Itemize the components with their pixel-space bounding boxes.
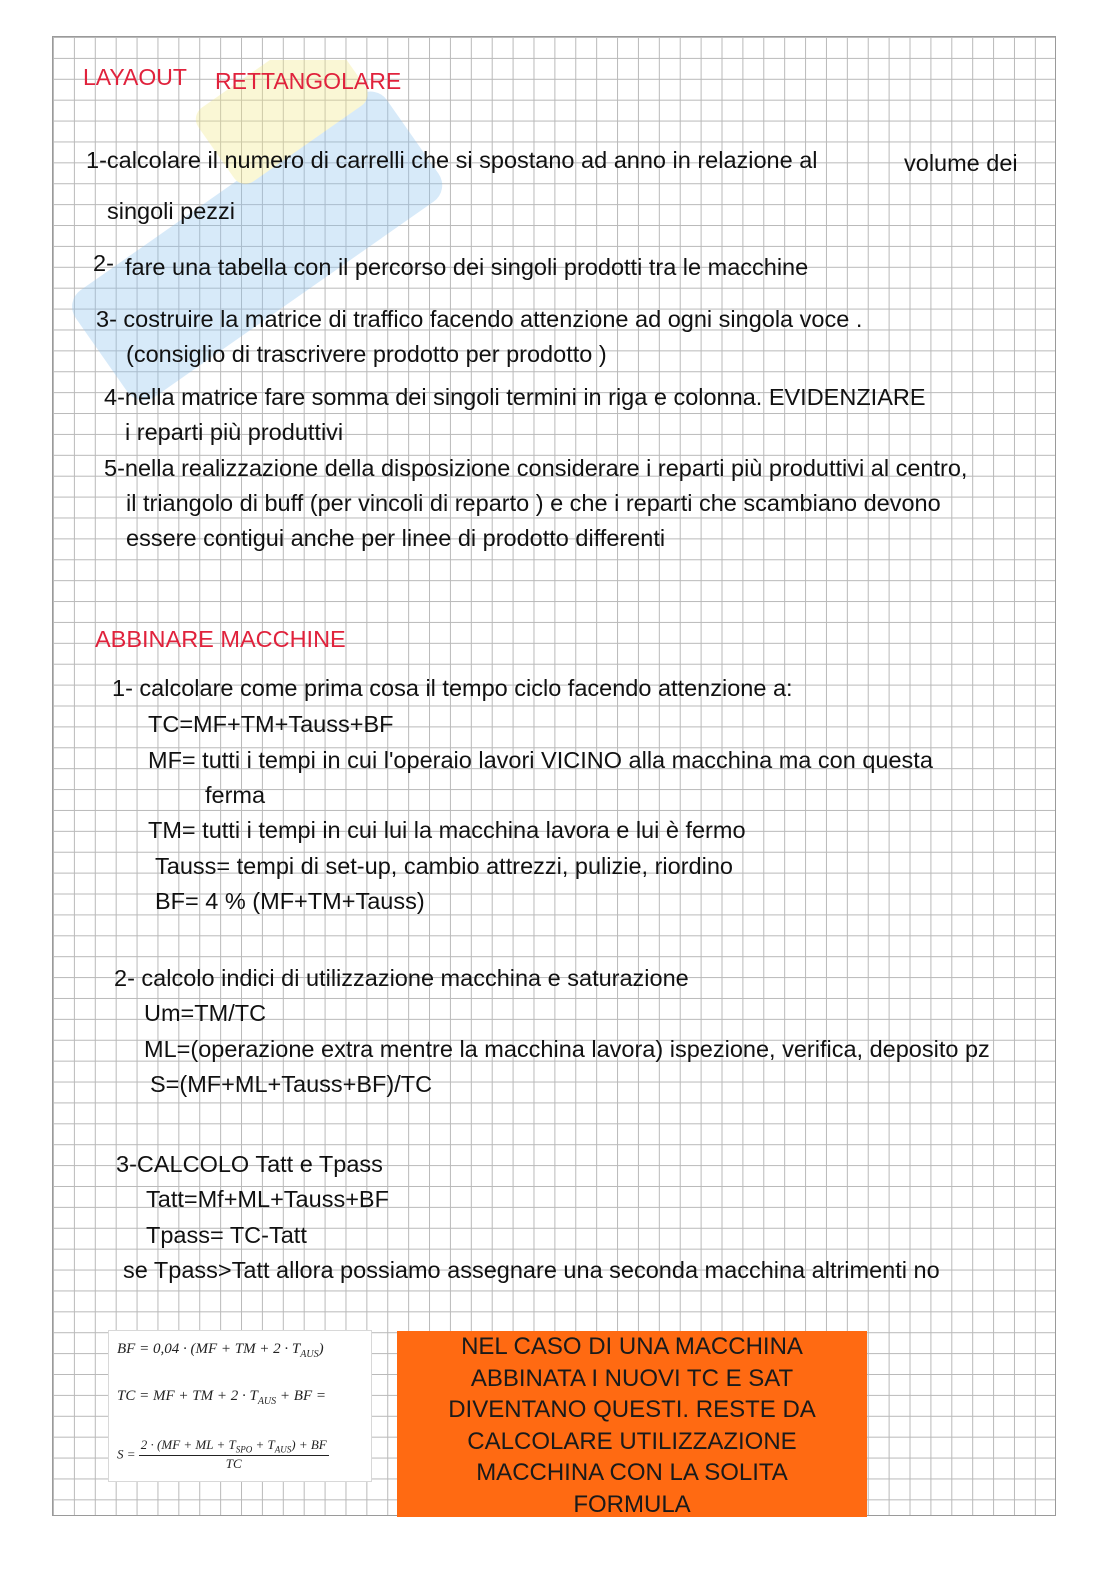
formula-s: S = $\frac{2 \cdot (MF + ML + T_{SPO} + T_{AUS}) + BF}{TC}$ [117, 1437, 327, 1471]
step-4-text-line2: i reparti più produttivi [125, 419, 344, 445]
note-line: DIVENTANO QUESTI. RESTE DA [448, 1396, 816, 1423]
section-title-layout: LAYAOUT [83, 64, 187, 90]
abb-formula-um: Um=TM/TC [144, 1000, 267, 1026]
step-1-text-line2: singoli pezzi [107, 198, 236, 224]
step-1-text: 1-calcolare il numero di carrelli che si spostano ad anno in relazione al [86, 147, 818, 173]
section-title-abbinare: ABBINARE MACCHINE [95, 626, 346, 652]
abb-formula-tc: TC=MF+TM+Tauss+BF [148, 711, 394, 737]
abb-def-bf: BF= 4 % (MF+TM+Tauss) [155, 888, 425, 914]
step-5-text-line2: il triangolo di buff (per vincoli di reparto ) e che i reparti che scambiano devono [126, 490, 941, 516]
abb-conclusion: se Tpass>Tatt allora possiamo assegnare una seconda macchina altrimenti no [123, 1257, 940, 1283]
step-3-text: 3- costruire la matrice di traffico facendo attenzione ad ogni singola voce . [96, 306, 863, 332]
note-line: CALCOLARE UTILIZZAZIONE [467, 1427, 797, 1455]
abb-def-ml: ML=(operazione extra mentre la macchina lavora) ispezione, verifica, deposito pz [144, 1036, 990, 1062]
note-line: ABBINATA I NUOVI TC E SAT [470, 1364, 794, 1392]
formula-tc: TC = MF + TM + $2 \cdot T_{AUS}$ + BF = [117, 1388, 326, 1407]
note-line: MACCHINA CON LA SOLITA [476, 1459, 788, 1486]
step-5-text: 5-nella realizzazione della disposizione considerare i reparti più produttivi al centro, [104, 455, 968, 481]
abb-formula-tatt: Tatt=Mf+ML+Tauss+BF [146, 1186, 389, 1212]
step-2-text: fare una tabella con il percorso dei singoli prodotti tra le macchine [125, 254, 809, 280]
abb-def-tauss: Tauss= tempi di set-up, cambio attrezzi, pulizie, riordino [155, 853, 733, 879]
note-box [397, 1331, 867, 1517]
abb-step-1: 1- calcolare come prima cosa il tempo ciclo facendo attenzione a: [112, 675, 793, 701]
note-line: FORMULA [573, 1490, 691, 1518]
abb-def-mf-cont: ferma [205, 782, 266, 808]
abb-formula-s: S=(MF+ML+Tauss+BF)/TC [150, 1071, 433, 1097]
abb-step-3: 3-CALCOLO Tatt e Tpass [116, 1151, 383, 1177]
abb-step-2: 2- calcolo indici di utilizzazione macchina e saturazione [114, 965, 689, 991]
formula-s-fraction: $\frac{2 \cdot (MF + ML + T_{SPO} + T_{AUS}) + BF}{TC}$ [140, 1437, 327, 1471]
note-line: NEL CASO DI UNA MACCHINA [461, 1333, 803, 1360]
step-3-text-line2: (consiglio di trascrivere prodotto per prodotto ) [126, 341, 607, 367]
formula-bf: BF = 0,04 · (MF + TM + $2 \cdot T_{AUS}$) [117, 1341, 324, 1360]
abb-formula-tpass: Tpass= TC-Tatt [146, 1222, 307, 1248]
step-2-number: 2- [93, 250, 114, 276]
step-1-text-cont: volume dei [904, 150, 1018, 176]
step-5-text-line3: essere contigui anche per linee di prodotto differenti [126, 525, 666, 551]
abb-def-tm: TM= tutti i tempi in cui lui la macchina lavora e lui è fermo [148, 817, 746, 843]
section-title-rettangolare: RETTANGOLARE [215, 68, 402, 94]
step-4-text: 4-nella matrice fare somma dei singoli termini in riga e colonna. EVIDENZIARE [104, 384, 926, 410]
abb-def-mf: MF= tutti i tempi in cui l'operaio lavori VICINO alla macchina ma con questa [148, 747, 933, 773]
formula-panel [108, 1330, 372, 1482]
